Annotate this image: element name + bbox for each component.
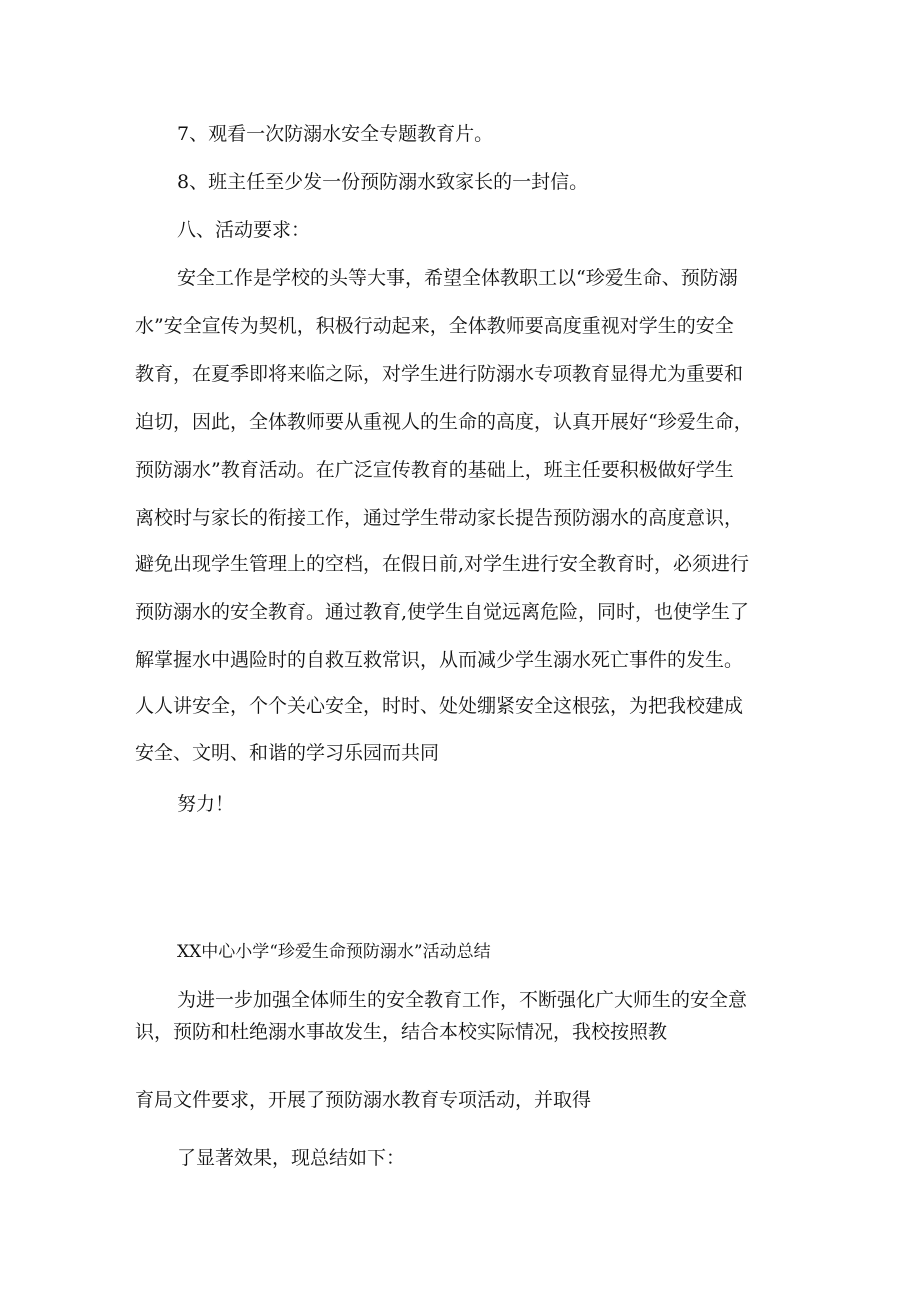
paragraph-line: 安全工作是学校的头等大事，希望全体教职工以“珍爱生命、预防溺 bbox=[177, 267, 738, 289]
paragraph-line: 预防溺水”教育活动。在广泛宣传教育的基础上，班主任要积极做好学生 bbox=[135, 459, 734, 481]
closing-text: 努力！ bbox=[177, 793, 235, 815]
paragraph-line: 离校时与家长的衔接工作，通过学生带动家长提告预防溺水的高度意识， bbox=[135, 507, 744, 529]
paragraph-line: 预防溺水的安全教育。通过教育,使学生自觉远离危险，同时，也使学生了 bbox=[135, 601, 750, 623]
paragraph-line: 安全、文明、和谐的学习乐园而共同 bbox=[135, 742, 440, 764]
paragraph-line: 人人讲安全，个个关心安全，时时、处处绷紧安全这根弦，为把我校建成 bbox=[135, 695, 744, 717]
paragraph-line: 迫切，因此，全体教师要从重视人的生命的高度，认真开展好“珍爱生命， bbox=[135, 411, 753, 433]
intro-line: 育局文件要求，开展了预防溺水教育专项活动，并取得 bbox=[135, 1089, 592, 1111]
section-heading-activity-requirements: 八、活动要求： bbox=[177, 219, 311, 241]
intro-line: 了显著效果，现总结如下： bbox=[177, 1147, 406, 1169]
list-item-7: 7、观看一次防溺水安全专题教育片。 bbox=[177, 123, 494, 145]
summary-title: XX中心小学“珍爱生命预防溺水”活动总结 bbox=[177, 942, 491, 962]
paragraph-line: 水”安全宣传为契机，积极行动起来，全体教师要高度重视对学生的安全 bbox=[135, 315, 734, 337]
paragraph-line: 解掌握水中遇险时的自救互救常识，从而减少学生溺水死亡事件的发生。 bbox=[135, 649, 744, 671]
paragraph-line: 教育，在夏季即将来临之际，对学生进行防溺水专项教育显得尤为重要和 bbox=[135, 363, 744, 385]
list-item-8: 8、班主任至少发一份预防溺水致家长的一封信。 bbox=[177, 171, 589, 193]
intro-line: 为进一步加强全体师生的安全教育工作，不断强化广大师生的安全意 bbox=[177, 989, 748, 1011]
intro-line: 识，预防和杜绝溺水事故发生，结合本校实际情况，我校按照教 bbox=[135, 1021, 668, 1043]
paragraph-line: 避免出现学生管理上的空档，在假日前,对学生进行安全教育时，必须进行 bbox=[135, 553, 750, 575]
